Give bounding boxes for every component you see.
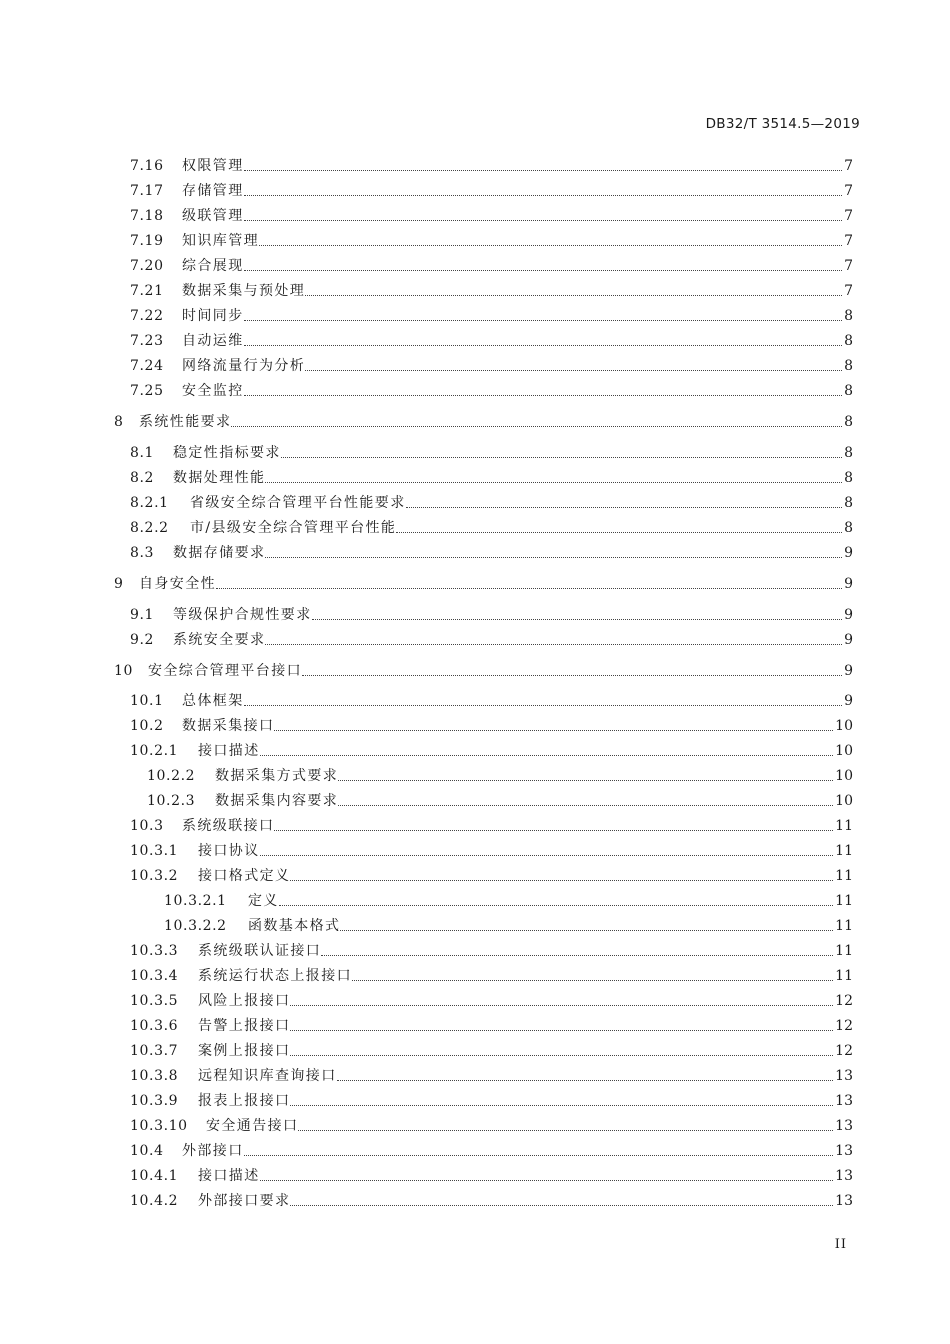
toc-entry-number: 10.3.9: [130, 1093, 179, 1109]
toc-entry-title: 总体框架: [182, 693, 244, 709]
toc-entry-number: 10.3.5: [130, 993, 179, 1009]
toc-entry[interactable]: [114, 411, 853, 431]
toc-entry[interactable]: [164, 890, 853, 910]
toc-entry-number: 7.23: [130, 333, 164, 349]
dot-leader: [281, 457, 842, 458]
toc-entry-title: 等级保护合规性要求: [173, 607, 312, 623]
toc-entry[interactable]: [130, 205, 853, 225]
toc-entry-title: 数据采集与预处理: [182, 283, 306, 299]
dot-leader: [244, 705, 842, 706]
dot-leader: [244, 395, 842, 396]
toc-entry-title: 级联管理: [182, 208, 244, 224]
toc-entry-number: 9.2: [130, 632, 155, 648]
toc-entry-title: 时间同步: [182, 308, 244, 324]
toc-entry-title: 风险上报接口: [198, 993, 291, 1009]
dot-leader: [244, 270, 842, 271]
toc-entry[interactable]: [114, 660, 853, 680]
dot-leader: [305, 295, 842, 296]
toc-entry-title: 告警上报接口: [198, 1018, 291, 1034]
toc-entry[interactable]: [130, 990, 853, 1010]
toc-entry[interactable]: [130, 1090, 853, 1110]
dot-leader: [298, 1130, 833, 1131]
toc-entry-number: 10.3: [130, 818, 164, 834]
toc-entry-page: 11: [835, 843, 853, 859]
toc-entry-number: 10.3.8: [130, 1068, 179, 1084]
toc-entry-page: 9: [844, 576, 853, 592]
dot-leader: [305, 370, 842, 371]
toc-entry[interactable]: [130, 1140, 853, 1160]
toc-entry-number: 10.3.2: [130, 868, 179, 884]
toc-entry-page: 11: [835, 893, 853, 909]
toc-entry[interactable]: [130, 280, 853, 300]
toc-entry[interactable]: [130, 815, 853, 835]
toc-entry-title: 安全监控: [182, 383, 244, 399]
dot-leader: [321, 955, 833, 956]
dot-leader: [337, 1080, 834, 1081]
toc-entry-number: 8.3: [130, 545, 155, 561]
toc-entry-title: 报表上报接口: [198, 1093, 291, 1109]
toc-entry-page: 10: [835, 718, 853, 734]
toc-entry-number: 10.3.7: [130, 1043, 179, 1059]
dot-leader: [302, 675, 842, 676]
toc-entry-page: 11: [835, 968, 853, 984]
toc-entry[interactable]: [130, 690, 853, 710]
dot-leader: [259, 245, 842, 246]
toc-entry-page: 12: [835, 993, 853, 1009]
toc-entry-page: 8: [844, 495, 853, 511]
toc-entry[interactable]: [164, 915, 853, 935]
toc-entry[interactable]: [130, 1065, 853, 1085]
toc-entry-page: 10: [835, 743, 853, 759]
toc-entry[interactable]: [130, 604, 853, 624]
toc-entry[interactable]: [130, 380, 853, 400]
dot-leader: [244, 1155, 834, 1156]
toc-entry-number: 10: [114, 663, 134, 679]
toc-entry-title: 数据存储要求: [173, 545, 266, 561]
toc-entry-page: 11: [835, 868, 853, 884]
toc-entry-title: 网络流量行为分析: [182, 358, 306, 374]
toc-entry-number: 7.20: [130, 258, 164, 274]
toc-entry[interactable]: [130, 1165, 853, 1185]
toc-entry[interactable]: [130, 180, 853, 200]
dot-leader: [244, 220, 842, 221]
toc-entry-number: 10.3.4: [130, 968, 179, 984]
toc-entry-title: 自动运维: [182, 333, 244, 349]
toc-entry[interactable]: [130, 330, 853, 350]
toc-entry-title: 外部接口: [182, 1143, 244, 1159]
toc-entry-title: 定义: [248, 893, 279, 909]
toc-entry-page: 9: [844, 693, 853, 709]
toc-entry[interactable]: [130, 1115, 853, 1135]
toc-entry[interactable]: [130, 230, 853, 250]
toc-entry-page: 8: [844, 358, 853, 374]
toc-entry-number: 8.1: [130, 445, 155, 461]
dot-leader: [244, 345, 842, 346]
toc-entry-page: 13: [835, 1118, 853, 1134]
toc-entry-page: 7: [844, 208, 853, 224]
toc-entry-title: 系统级联接口: [182, 818, 275, 834]
dot-leader: [338, 805, 833, 806]
toc-entry-page: 9: [844, 632, 853, 648]
toc-entry-number: 10.2.2: [147, 768, 196, 784]
toc-entry[interactable]: [130, 715, 853, 735]
toc-entry-page: 8: [844, 333, 853, 349]
dot-leader: [274, 830, 833, 831]
dot-leader: [265, 482, 842, 483]
toc-entry-page: 7: [844, 233, 853, 249]
toc-entry-title: 系统级联认证接口: [198, 943, 322, 959]
toc-entry-page: 10: [835, 768, 853, 784]
toc-entry-page: 8: [844, 470, 853, 486]
toc-entry-number: 7.18: [130, 208, 164, 224]
toc-entry-title: 系统性能要求: [139, 414, 232, 430]
toc-entry[interactable]: [130, 305, 853, 325]
toc-entry-page: 12: [835, 1043, 853, 1059]
toc-entry-title: 远程知识库查询接口: [198, 1068, 337, 1084]
toc-entry-page: 13: [835, 1093, 853, 1109]
toc-entry-number: 10.2.1: [130, 743, 179, 759]
toc-entry-number: 8.2.2: [130, 520, 169, 536]
toc-entry-number: 10.3.1: [130, 843, 179, 859]
toc-entry[interactable]: [130, 629, 853, 649]
toc-entry-title: 系统安全要求: [173, 632, 266, 648]
toc-entry[interactable]: [130, 1190, 853, 1210]
dot-leader: [406, 507, 842, 508]
toc-entry-title: 安全综合管理平台接口: [148, 663, 302, 679]
toc-entry[interactable]: [130, 467, 853, 487]
toc-entry[interactable]: [130, 155, 853, 175]
toc-entry[interactable]: [147, 790, 853, 810]
toc-entry-page: 8: [844, 520, 853, 536]
toc-entry[interactable]: [130, 517, 853, 537]
page-number: II: [834, 1237, 847, 1252]
toc-entry-page: 13: [835, 1143, 853, 1159]
toc-entry[interactable]: [114, 573, 853, 593]
toc-entry-title: 省级安全综合管理平台性能要求: [190, 495, 406, 511]
toc-entry-title: 接口描述: [198, 1168, 260, 1184]
dot-leader: [352, 980, 833, 981]
toc-entry-page: 7: [844, 258, 853, 274]
toc-entry[interactable]: [130, 865, 853, 885]
dot-leader: [265, 557, 842, 558]
toc-entry-page: 13: [835, 1168, 853, 1184]
toc-entry-page: 13: [835, 1193, 853, 1209]
toc-entry[interactable]: [130, 355, 853, 375]
toc-entry-number: 10.3.2.2: [164, 918, 227, 934]
toc-entry[interactable]: [130, 1040, 853, 1060]
dot-leader: [274, 730, 833, 731]
toc-entry-title: 权限管理: [182, 158, 244, 174]
toc-entry-number: 10.2.3: [147, 793, 196, 809]
toc-entry-title: 接口描述: [198, 743, 260, 759]
toc-entry[interactable]: [130, 1015, 853, 1035]
toc-entry-number: 10.4.2: [130, 1193, 179, 1209]
dot-leader: [231, 426, 842, 427]
toc-entry[interactable]: [130, 740, 853, 760]
dot-leader: [290, 1105, 833, 1106]
toc-entry-page: 11: [835, 943, 853, 959]
dot-leader: [279, 905, 833, 906]
toc-entry-page: 12: [835, 1018, 853, 1034]
toc-entry-page: 9: [844, 607, 853, 623]
toc-entry-title: 存储管理: [182, 183, 244, 199]
toc-entry-number: 7.22: [130, 308, 164, 324]
toc-entry-page: 11: [835, 818, 853, 834]
toc-entry-number: 10.4: [130, 1143, 164, 1159]
toc-entry-title: 函数基本格式: [248, 918, 341, 934]
toc-entry-title: 知识库管理: [182, 233, 259, 249]
toc-entry-title: 数据采集内容要求: [215, 793, 339, 809]
toc-entry-page: 8: [844, 414, 853, 430]
toc-entry-number: 8.2: [130, 470, 155, 486]
toc-entry[interactable]: [130, 492, 853, 512]
toc-entry-number: 7.19: [130, 233, 164, 249]
toc-entry-title: 稳定性指标要求: [173, 445, 281, 461]
toc-entry[interactable]: [130, 542, 853, 562]
toc-entry-number: 8.2.1: [130, 495, 169, 511]
toc-entry[interactable]: [130, 442, 853, 462]
dot-leader: [312, 619, 842, 620]
toc-entry-page: 13: [835, 1068, 853, 1084]
toc-entry-number: 7.16: [130, 158, 164, 174]
toc-entry[interactable]: [130, 255, 853, 275]
dot-leader: [290, 1055, 833, 1056]
toc-entry-title: 数据采集接口: [182, 718, 275, 734]
toc-entry[interactable]: [130, 840, 853, 860]
toc-entry-number: 10.3.3: [130, 943, 179, 959]
dot-leader: [290, 1030, 833, 1031]
toc-entry-number: 10.2: [130, 718, 164, 734]
dot-leader: [265, 644, 842, 645]
toc-entry-title: 市/县级安全综合管理平台性能: [190, 520, 397, 536]
toc-entry-number: 8: [114, 414, 124, 430]
toc-entry-page: 9: [844, 663, 853, 679]
dot-leader: [216, 588, 842, 589]
dot-leader: [290, 1005, 833, 1006]
toc-entry[interactable]: [130, 965, 853, 985]
toc-entry-title: 外部接口要求: [198, 1193, 291, 1209]
toc-entry-page: 7: [844, 158, 853, 174]
toc-entry-page: 11: [835, 918, 853, 934]
toc-entry-title: 接口协议: [198, 843, 260, 859]
dot-leader: [396, 532, 842, 533]
toc-entry-title: 自身安全性: [139, 576, 216, 592]
toc-entry-page: 9: [844, 545, 853, 561]
toc-entry-title: 系统运行状态上报接口: [198, 968, 352, 984]
dot-leader: [244, 170, 842, 171]
document-id: DB32/T 3514.5—2019: [705, 116, 860, 132]
toc-entry-page: 8: [844, 383, 853, 399]
toc-entry-page: 7: [844, 183, 853, 199]
toc-entry-number: 7.24: [130, 358, 164, 374]
dot-leader: [340, 930, 833, 931]
toc-entry-title: 数据采集方式要求: [215, 768, 339, 784]
dot-leader: [290, 1205, 833, 1206]
toc-entry-title: 安全通告接口: [206, 1118, 299, 1134]
toc-entry-number: 10.3.6: [130, 1018, 179, 1034]
toc-entry-number: 10.3.10: [130, 1118, 188, 1134]
toc-entry-title: 接口格式定义: [198, 868, 291, 884]
dot-leader: [244, 320, 842, 321]
toc-entry-page: 10: [835, 793, 853, 809]
dot-leader: [338, 780, 833, 781]
dot-leader: [244, 195, 842, 196]
toc-entry-number: 10.3.2.1: [164, 893, 227, 909]
toc-entry-number: 7.21: [130, 283, 164, 299]
dot-leader: [260, 755, 834, 756]
toc-entry-number: 10.4.1: [130, 1168, 179, 1184]
dot-leader: [260, 1180, 834, 1181]
toc-entry-page: 8: [844, 308, 853, 324]
toc-entry-title: 综合展现: [182, 258, 244, 274]
toc-entry[interactable]: [130, 940, 853, 960]
toc-entry-page: 7: [844, 283, 853, 299]
toc-entry-number: 7.17: [130, 183, 164, 199]
toc-entry-title: 数据处理性能: [173, 470, 266, 486]
toc-entry-title: 案例上报接口: [198, 1043, 291, 1059]
toc-entry-page: 8: [844, 445, 853, 461]
dot-leader: [260, 855, 834, 856]
toc-entry-number: 10.1: [130, 693, 164, 709]
toc-entry-number: 7.25: [130, 383, 164, 399]
toc-entry[interactable]: [147, 765, 853, 785]
toc-entry-number: 9: [114, 576, 124, 592]
dot-leader: [290, 880, 833, 881]
toc-entry-number: 9.1: [130, 607, 155, 623]
